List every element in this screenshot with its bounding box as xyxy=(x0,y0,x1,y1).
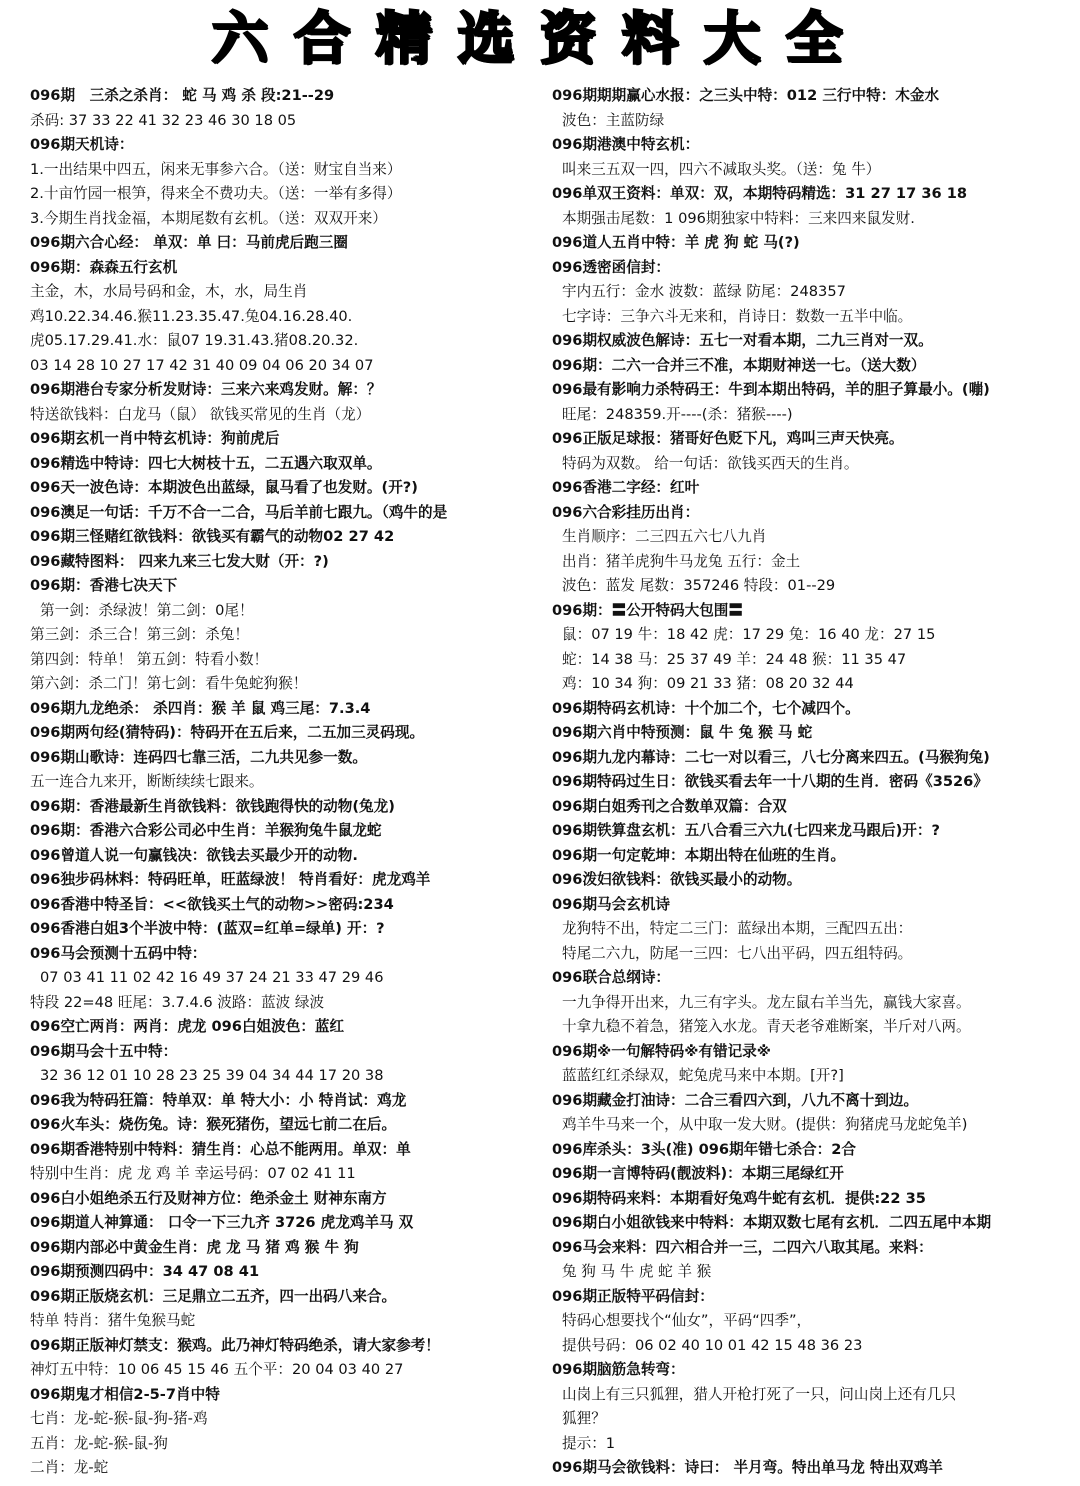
right-heading-line: 096期：〓公开特码大包围〓 xyxy=(552,601,743,619)
right-heading-line: 096透密函信封： xyxy=(552,258,671,276)
right-text-line: 特码心想要找个“仙女”，平码“四季”， xyxy=(562,1312,812,1329)
left-heading-line: 096空亡两肖：两肖：虎龙 096白姐波色：蓝红 xyxy=(30,1018,345,1035)
right-heading-line: 096期藏金打油诗：二合三看四六到，八九不离十到边。 xyxy=(552,1091,919,1109)
right-column xyxy=(552,84,1072,1481)
right-heading-line: 096正版足球报：猪哥好色贬下凡，鸡叫三声天快亮。 xyxy=(552,430,904,447)
left-heading-line: 096期预测四码中：34 47 08 41 xyxy=(30,1263,260,1280)
left-heading-line: 096独步码林料：特码旺单，旺蓝绿波！ 特肖看好：虎龙鸡羊 xyxy=(30,871,431,888)
right-text-line: 一九争得开出来，九三有字头。龙左鼠右羊当先，赢钱大家喜。 xyxy=(562,993,971,1011)
left-heading-line: 096期：香港七决天下 xyxy=(30,577,178,594)
right-text-line: 山岗上有三只狐狸，猎人开枪打死了一只，问山岗上还有几只 xyxy=(562,1385,957,1403)
left-heading-line: 096白小姐绝杀五行及财神方位：绝杀金土 财神东南方 xyxy=(30,1189,387,1207)
right-heading-line: 096期正版特平码信封： xyxy=(552,1287,714,1305)
right-text-line: 生肖顺序：二三四五六七八九肖 xyxy=(562,528,767,545)
right-heading-line: 096期脑筋急转弯： xyxy=(552,1361,685,1378)
right-text-line: 鸡羊牛马来一个，从中取一发大财。(提供：狗猪虎马龙蛇兔羊) xyxy=(562,1116,968,1133)
left-heading-line: 096期马会十五中特： xyxy=(30,1042,178,1060)
left-text-line: 杀码: 37 33 22 41 32 23 46 30 18 05 xyxy=(30,111,297,129)
right-text-line: 提供号码：06 02 40 10 01 42 15 48 36 23 xyxy=(562,1336,863,1354)
left-text-line: 特送欲钱料：白龙马（鼠） 欲钱买常见的生肖（龙） xyxy=(30,405,371,423)
left-heading-line: 096香港中特圣旨：<<欲钱买土气的动物>>密码:234 xyxy=(30,895,394,913)
left-heading-line: 096天一波色诗：本期波色出蓝绿，鼠马看了也发财。(开?) xyxy=(30,479,418,496)
right-heading-line: 096期特码过生日：欲钱买看去年一十八期的生肖．密码《3526》 xyxy=(552,773,988,790)
right-heading-line: 096期特码来料：本期看好兔鸡牛蛇有玄机．提供:22 35 xyxy=(552,1189,926,1207)
right-heading-line: 096期马会玄机诗 xyxy=(552,895,671,913)
left-heading-line: 096马会预测十五码中特： xyxy=(30,944,207,962)
left-heading-line: 096期 三杀之杀肖： 蛇 马 鸡 杀 段:21--29 xyxy=(30,87,335,104)
left-heading-line: 096我为特码狂篇：特单双：单 特大小：小 特肖试：鸡龙 xyxy=(30,1091,407,1109)
right-heading-line: 096最有影响力杀特码王：牛到本期出特码，羊的胆子算最小。(嘣) xyxy=(552,381,990,398)
right-heading-line: 096马会来料：四六相合并一三，二四六八取其尾。来料： xyxy=(552,1238,933,1256)
right-heading-line: 096期白姐秀刊之合数单双篇：合双 xyxy=(552,797,787,815)
right-heading-line: 096期期期赢心水报：之三头中特：012 三行中特：木金水 xyxy=(552,87,940,104)
right-heading-line: 096期一言博特码(靓波料)：本期三尾绿红开 xyxy=(552,1165,844,1182)
right-text-line: 狐狸？ xyxy=(562,1410,606,1427)
left-heading-line: 096期道人神算通： 口令一下三九齐 3726 虎龙鸡羊马 双 xyxy=(30,1214,414,1231)
right-heading-line: 096期铁算盘玄机：五八合看三六九(七四来龙马跟后)开：? xyxy=(552,822,940,839)
left-text-line: 第三剑：杀三合！第三剑：杀兔！ xyxy=(30,626,249,643)
right-heading-line: 096单双王资料：单双：双，本期特码精选：31 27 17 36 18 xyxy=(552,185,968,202)
left-heading-line: 096期正版神灯禁支：猴鸡。此乃神灯特码绝杀，请大家参考！ xyxy=(30,1336,440,1354)
left-heading-line: 096澳足一句话：千万不合一二合，马后羊前七跟九。（鸡牛的是 xyxy=(30,503,448,521)
right-text-line: 鸡：10 34 狗：09 21 33 猪：08 20 32 44 xyxy=(562,675,854,692)
left-text-line: 03 14 28 10 27 17 42 31 40 09 04 06 20 34 07 xyxy=(30,356,374,374)
right-heading-line: 096期白小姐欲钱来中特料：本期双数七尾有玄机．二四五尾中本期 xyxy=(552,1214,992,1231)
right-text-line: 七字诗：三争六斗无来和，肖诗日：数数一五半中临。 xyxy=(562,307,913,325)
right-text-line: 鼠：07 19 牛：18 42 虎：17 29 兔：16 40 龙：27 15 xyxy=(562,626,936,643)
left-heading-line: 096期六合心经： 单双：单 曰：马前虎后跑三圈 xyxy=(30,234,348,251)
left-text-line: 32 36 12 01 10 28 23 25 39 04 34 44 17 20 38 xyxy=(40,1067,384,1084)
left-text-line: 主金，木，水局号码和金，木，水，局生肖 xyxy=(30,283,308,300)
right-heading-line: 096期九龙内幕诗：二七一对以看三，八七分离来四五。(马猴狗兔) xyxy=(552,748,990,766)
right-text-line: 龙狗特不出，特定二三门：蓝绿出本期，三配四五出： xyxy=(562,920,913,937)
right-text-line: 特尾二六九，防尾一三四：七八出平码，四五组特码。 xyxy=(562,944,913,962)
page-title: 六合精选资料大全 xyxy=(212,6,868,72)
right-text-line: 宇内五行：金水 波数：蓝绿 防尾：248357 xyxy=(562,283,846,300)
left-text-line: 07 03 41 11 02 42 16 49 37 24 21 33 47 29 46 xyxy=(40,969,384,986)
left-text-line: 七肖：龙-蛇-猴-鼠-狗-猪-鸡 xyxy=(30,1410,208,1427)
left-column xyxy=(30,84,540,1481)
left-heading-line: 096期玄机一肖中特玄机诗：狗前虎后 xyxy=(30,430,280,447)
left-text-line: 虎05.17.29.41.水：鼠07 19.31.43.猪08.20.32. xyxy=(30,332,359,349)
right-text-line: 波色：主蓝防绿 xyxy=(562,111,665,129)
left-text-line: 第一剑：杀绿波！第二剑：0尾！ xyxy=(40,601,254,619)
left-text-line: 二肖：龙-蛇 xyxy=(30,1459,109,1476)
left-heading-line: 096火车头：烧伤兔。诗：猴死猪伤，望远七前二在后。 xyxy=(30,1116,397,1133)
left-text-line: 2.十亩竹园一根笋，得来全不费功夫。（送：一举有多得） xyxy=(30,185,402,202)
right-heading-line: 096期：二六一合并三不准，本期财神送一七。（送大数） xyxy=(552,356,926,374)
right-text-line: 本期强击尾数：1 096期独家中特料：三来四来鼠发财. xyxy=(562,209,915,227)
right-text-line: 出肖：猪羊虎狗牛马龙兔 五行：金土 xyxy=(562,552,801,570)
left-text-line: 3.今期生肖找金福，本期尾数有玄机。（送：双双开来） xyxy=(30,209,387,227)
left-heading-line: 096藏特图料： 四来九来三七发大财（开：?) xyxy=(30,552,329,570)
left-heading-line: 096期两句经(猜特码)：特码开在五后来，二五加三灵码现。 xyxy=(30,724,425,741)
right-heading-line: 096期六肖中特预测：鼠 牛 兔 猴 马 蛇 xyxy=(552,724,813,741)
right-heading-line: 096库杀头：3头(准) 096期年错七杀合：2合 xyxy=(552,1140,856,1158)
left-text-line: 1.一出结果中四五，闲来无事参六合。（送：财宝自当来） xyxy=(30,160,402,178)
left-text-line: 特段 22=48 旺尾：3.7.4.6 波路：蓝波 绿波 xyxy=(30,993,325,1011)
right-heading-line: 096期权威波色解诗：五七一对看本期，二九三肖对一双。 xyxy=(552,332,933,349)
left-heading-line: 096期内部必中黄金生肖：虎 龙 马 猪 鸡 猴 牛 狗 xyxy=(30,1238,359,1256)
right-text-line: 兔 狗 马 牛 虎 蛇 羊 猴 xyxy=(562,1263,712,1280)
left-heading-line: 096期山歌诗：连码四七靠三活，二九共见参一数。 xyxy=(30,748,367,766)
left-heading-line: 096期天机诗： xyxy=(30,136,134,153)
right-heading-line: 096期特码玄机诗：十个加二个，七个减四个。 xyxy=(552,699,860,717)
right-heading-line: 096期马会欲钱料：诗曰： 半月弯。特出单马龙 特出双鸡羊 xyxy=(552,1459,943,1476)
left-text-line: 神灯五中特：10 06 45 15 46 五个平：20 04 03 40 27 xyxy=(30,1361,404,1378)
right-text-line: 十拿九稳不着急，猪笼入水龙。青天老爷难断案，半斤对八两。 xyxy=(562,1018,971,1035)
left-heading-line: 096期香港特别中特料：猜生肖：心总不能两用。单双：单 xyxy=(30,1140,411,1158)
left-heading-line: 096期港台专家分析发财诗：三来六来鸡发财。解：？ xyxy=(30,381,382,398)
left-heading-line: 096期鬼才相信2-5-7肖中特 xyxy=(30,1385,220,1403)
right-heading-line: 096六合彩挂历出肖： xyxy=(552,503,700,521)
left-heading-line: 096期：香港最新生肖欲钱料：欲钱跑得快的动物(兔龙) xyxy=(30,797,395,815)
right-heading-line: 096泼妇欲钱料：欲钱买最小的动物。 xyxy=(552,871,802,888)
left-heading-line: 096期：森森五行玄机 xyxy=(30,258,178,276)
right-text-line: 提示：1 xyxy=(562,1434,616,1452)
right-text-line: 波色：蓝发 尾数：357246 特段：01--29 xyxy=(562,577,836,594)
right-heading-line: 096期※一句解特码※有错记录※ xyxy=(552,1042,771,1060)
right-heading-line: 096期一句定乾坤：本期出特在仙班的生肖。 xyxy=(552,846,846,864)
right-heading-line: 096道人五肖中特：羊 虎 狗 蛇 马(?) xyxy=(552,234,800,251)
right-heading-line: 096联合总纲诗： xyxy=(552,969,671,986)
left-heading-line: 096期三怪赌红欲钱料：欲钱买有霸气的动物02 27 42 xyxy=(30,528,395,545)
left-text-line: 五一连合九来开，断断续续七跟来。 xyxy=(30,773,264,790)
right-heading-line: 096期港澳中特玄机： xyxy=(552,136,700,153)
left-heading-line: 096期正版烧玄机：三足鼎立二五齐，四一出码八来合。 xyxy=(30,1287,397,1305)
left-heading-line: 096曾道人说一句赢钱决：欲钱去买最少开的动物. xyxy=(30,846,358,864)
left-text-line: 鸡10.22.34.46.猴11.23.35.47.兔04.16.28.40. xyxy=(30,307,353,325)
left-heading-line: 096精选中特诗：四七大树枝十五，二五遇六取双单。 xyxy=(30,454,382,472)
left-heading-line: 096期九龙绝杀： 杀四肖：猴 羊 鼠 鸡三尾：7.3.4 xyxy=(30,699,371,717)
right-text-line: 蛇：14 38 马：25 37 49 羊：24 48 猴：11 35 47 xyxy=(562,650,907,668)
left-text-line: 五肖：龙-蛇-猴-鼠-狗 xyxy=(30,1434,168,1452)
right-text-line: 旺尾：248359.开----(杀：猪猴----) xyxy=(562,405,793,423)
left-heading-line: 096香港白姐3个半波中特：(蓝双=红单=绿单) 开：? xyxy=(30,920,385,937)
left-text-line: 特单 特肖：猪牛兔猴马蛇 xyxy=(30,1312,196,1329)
right-text-line: 叫来三五双一四，四六不减取头奖。（送：兔 牛） xyxy=(562,160,881,178)
left-text-line: 第四剑：特单！ 第五剑：特看小数！ xyxy=(30,650,269,668)
left-heading-line: 096期：香港六合彩公司必中生肖：羊猴狗兔牛鼠龙蛇 xyxy=(30,822,382,839)
right-heading-line: 096香港二字经：红叶 xyxy=(552,479,700,496)
left-text-line: 第六剑：杀二门！第七剑：看牛兔蛇狗猴！ xyxy=(30,675,308,692)
right-text-line: 蓝蓝红红杀绿双，蛇兔虎马来中本期。[开?] xyxy=(562,1067,844,1084)
left-text-line: 特别中生肖：虎 龙 鸡 羊 幸运号码：07 02 41 11 xyxy=(30,1165,356,1182)
right-text-line: 特码为双数。 给一句话：欲钱买西天的生肖。 xyxy=(562,454,859,472)
